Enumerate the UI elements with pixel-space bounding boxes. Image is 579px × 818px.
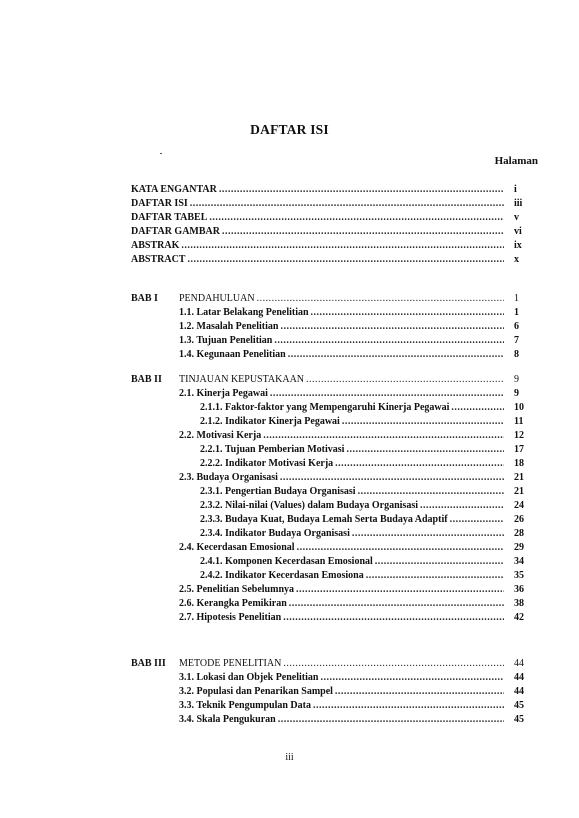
toc-entry — [131, 211, 534, 224]
toc-entry-page: 45 — [514, 700, 524, 711]
toc-entry-page: 24 — [514, 500, 524, 511]
page-title: DAFTAR ISI — [250, 122, 329, 137]
toc-entry-label: 2.3.3. Budaya Kuat, Budaya Lemah Serta Budaya Adaptif — [200, 514, 448, 525]
toc-entry-label: 2.3.4. Indikator Budaya Organisasi — [200, 528, 350, 539]
leader-dots — [278, 713, 504, 726]
toc-entry-page: 12 — [514, 430, 524, 441]
toc-entry — [179, 583, 534, 596]
toc-entry-label: ABSTRACT — [131, 254, 186, 265]
leader-dots — [420, 499, 504, 512]
toc-entry — [179, 685, 534, 698]
toc-entry — [200, 401, 534, 414]
leader-dots — [335, 457, 504, 470]
toc-entry-label: 2.2.1. Tujuan Pemberian Motivasi — [200, 444, 345, 455]
leader-dots — [450, 513, 504, 526]
leader-dots — [190, 197, 504, 210]
toc-entry-label: 1.2. Masalah Penelitian — [179, 321, 279, 332]
toc-entry-label: 2.7. Hipotesis Penelitian — [179, 612, 282, 623]
toc-entry-label: ABSTRAK — [131, 240, 180, 251]
toc-entry-label: 2.4. Kecerdasan Emosional — [179, 542, 295, 553]
toc-entry — [179, 306, 534, 319]
toc-entry-page: 9 — [514, 388, 519, 399]
toc-chapter — [131, 373, 534, 386]
toc-entry — [179, 348, 534, 361]
toc-entry-page: 34 — [514, 556, 524, 567]
toc-entry-label: 2.4.2. Indikator Kecerdasan Emosiona — [200, 570, 364, 581]
leader-dots — [257, 292, 504, 305]
toc-entry-label: DAFTAR TABEL — [131, 212, 208, 223]
toc-entry-page: v — [514, 212, 519, 223]
toc-entry-label: 1.4. Kegunaan Penelitian — [179, 349, 286, 360]
toc-entry — [131, 239, 534, 252]
toc-entry-label: 3.3. Teknik Pengumpulan Data — [179, 700, 311, 711]
toc-entry-page: i — [514, 184, 517, 195]
toc-entry-page: 38 — [514, 598, 524, 609]
toc-entry-label: METODE PENELITIAN — [179, 658, 282, 669]
leader-dots — [366, 569, 504, 582]
leader-dots — [274, 334, 504, 347]
toc-entry-label: KATA ENGANTAR — [131, 184, 217, 195]
leader-dots — [335, 685, 504, 698]
toc-entry-page: 17 — [514, 444, 524, 455]
leader-dots — [280, 471, 504, 484]
leader-dots — [222, 225, 504, 238]
toc-entry-page: 8 — [514, 349, 519, 360]
toc-entry-label: 1.3. Tujuan Penelitian — [179, 335, 273, 346]
toc-entry-page: 29 — [514, 542, 524, 553]
leader-dots — [209, 211, 504, 224]
toc-chapter — [131, 292, 534, 305]
page-column-header: Halaman — [494, 155, 538, 167]
toc-entry-page: 21 — [514, 486, 524, 497]
toc-entry — [179, 429, 534, 442]
toc-entry-page: iii — [514, 198, 523, 209]
toc-entry-page: 1 — [514, 307, 519, 318]
toc-entry-page: 10 — [514, 402, 524, 413]
toc-entry-page: 28 — [514, 528, 524, 539]
leader-dots — [311, 306, 504, 319]
toc-entry-label: 2.1. Kinerja Pegawai — [179, 388, 268, 399]
toc-entry-page: 26 — [514, 514, 524, 525]
toc-entry — [200, 555, 534, 568]
toc-entry — [179, 611, 534, 624]
toc-entry-label: 3.2. Populasi dan Penarikan Sampel — [179, 686, 333, 697]
toc-entry-page: 21 — [514, 472, 524, 483]
toc-entry — [131, 183, 534, 196]
toc-entry-page: 6 — [514, 321, 519, 332]
toc-entry — [200, 457, 534, 470]
leader-dots — [313, 699, 504, 712]
toc-entry-label: 2.2.2. Indikator Motivasi Kerja — [200, 458, 334, 469]
toc-entry — [179, 334, 534, 347]
leader-dots — [375, 555, 504, 568]
toc-entry — [131, 225, 534, 238]
toc-entry-label: 2.5. Penelitian Sebelumnya — [179, 584, 295, 595]
leader-dots — [283, 611, 504, 624]
leader-dots — [352, 527, 504, 540]
toc-entry — [179, 597, 534, 610]
chapter-number: BAB II — [131, 374, 162, 385]
leader-dots — [346, 443, 504, 456]
leader-dots — [181, 239, 504, 252]
toc-entry-label: 3.1. Lokasi dan Objek Penelitian — [179, 672, 319, 683]
toc-entry-page: 18 — [514, 458, 524, 469]
toc-entry — [200, 513, 534, 526]
leader-dots — [288, 348, 504, 361]
leader-dots — [280, 320, 504, 333]
leader-dots — [296, 583, 504, 596]
toc-entry — [179, 387, 534, 400]
toc-entry-label: PENDAHULUAN — [179, 293, 255, 304]
toc-entry-label: 2.3.1. Pengertian Budaya Organisasi — [200, 486, 356, 497]
toc-entry-page: 42 — [514, 612, 524, 623]
toc-entry-label: DAFTAR GAMBAR — [131, 226, 220, 237]
toc-entry — [200, 569, 534, 582]
leader-dots — [320, 671, 504, 684]
toc-entry-page: 7 — [514, 335, 519, 346]
toc-entry-page: 36 — [514, 584, 524, 595]
toc-entry-page: 35 — [514, 570, 524, 581]
toc-entry — [179, 320, 534, 333]
leader-dots — [297, 541, 504, 554]
leader-dots — [289, 597, 504, 610]
chapter-number: BAB III — [131, 658, 166, 669]
leader-dots — [306, 373, 504, 386]
toc-entry-label: 2.6. Kerangka Pemikiran — [179, 598, 287, 609]
toc-entry-label: 2.3. Budaya Organisasi — [179, 472, 278, 483]
toc-chapter — [131, 657, 534, 670]
toc-entry-label: 3.4. Skala Pengukuran — [179, 714, 276, 725]
chapter-number: BAB I — [131, 293, 158, 304]
leader-dots — [451, 401, 504, 414]
leader-dots — [270, 387, 504, 400]
toc-entry — [179, 699, 534, 712]
toc-entry-label: DAFTAR ISI — [131, 198, 188, 209]
toc-entry-page: ix — [514, 240, 522, 251]
toc-entry-label: 2.3.2. Nilai-nilai (Values) dalam Budaya Organisasi — [200, 500, 418, 511]
toc-entry-label: TINJAUAN KEPUSTAKAAN — [179, 374, 305, 385]
toc-entry — [200, 499, 534, 512]
toc-entry-page: 44 — [514, 672, 524, 683]
toc-entry-page: 44 — [514, 658, 524, 669]
leader-dots — [342, 415, 504, 428]
toc-entry — [200, 415, 534, 428]
leader-dots — [358, 485, 504, 498]
toc-entry-label: 2.2. Motivasi Kerja — [179, 430, 262, 441]
toc-entry-page: x — [514, 254, 519, 265]
toc-entry — [131, 253, 534, 266]
page-number-footer: iii — [285, 752, 294, 763]
toc-entry — [179, 541, 534, 554]
toc-entry — [200, 443, 534, 456]
toc-entry — [131, 197, 534, 210]
toc-entry-page: 44 — [514, 686, 524, 697]
toc-entry — [200, 527, 534, 540]
toc-entry-label: 2.1.1. Faktor-faktor yang Mempengaruhi Kinerja Pegawai — [200, 402, 450, 413]
scan-speck — [160, 153, 162, 154]
toc-entry-page: 45 — [514, 714, 524, 725]
toc-entry — [179, 713, 534, 726]
toc-entry — [200, 485, 534, 498]
toc-entry-page: 1 — [514, 293, 519, 304]
toc-entry-page: 11 — [514, 416, 524, 427]
toc-entry-page: 9 — [514, 374, 519, 385]
leader-dots — [187, 253, 504, 266]
leader-dots — [283, 657, 504, 670]
toc-entry-label: 2.4.1. Komponen Kecerdasan Emosional — [200, 556, 373, 567]
toc-entry — [179, 471, 534, 484]
toc-entry-page: vi — [514, 226, 522, 237]
toc-entry — [179, 671, 534, 684]
leader-dots — [219, 183, 504, 196]
toc-entry-label: 1.1. Latar Belakang Penelitian — [179, 307, 309, 318]
leader-dots — [263, 429, 504, 442]
toc-entry-label: 2.1.2. Indikator Kinerja Pegawai — [200, 416, 340, 427]
